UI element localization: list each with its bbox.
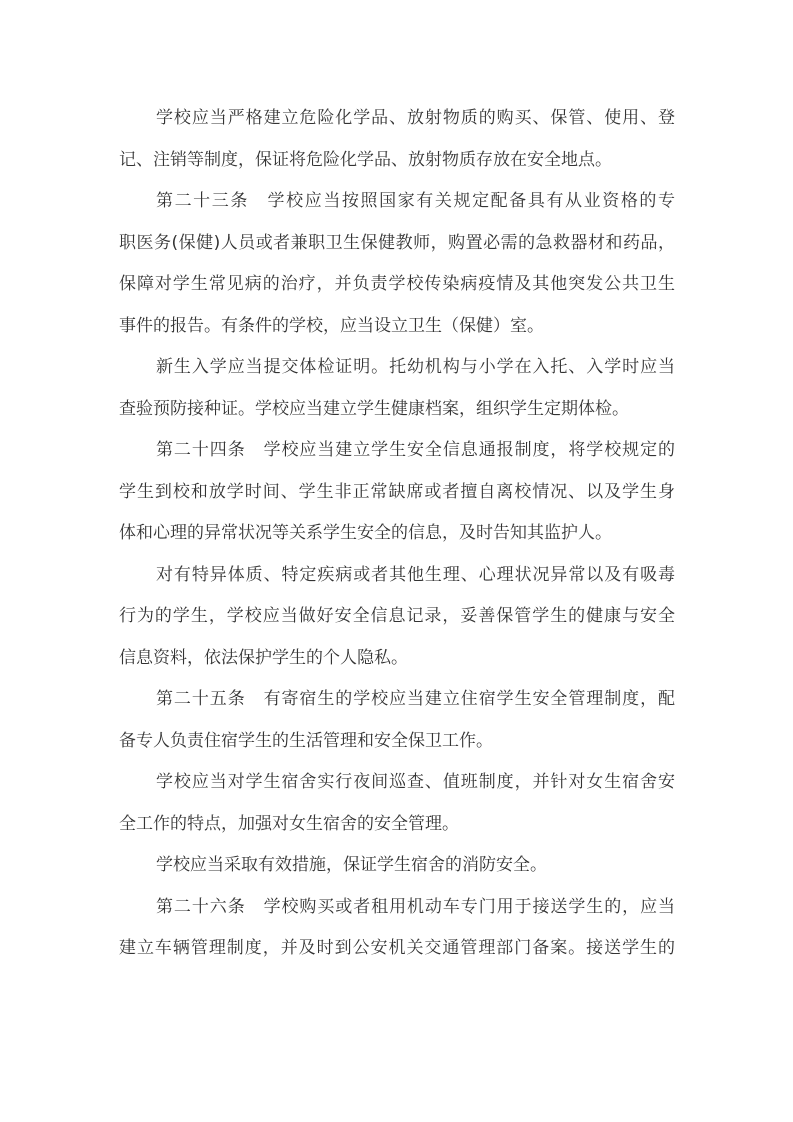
text-line: 对有特异体质、特定疾病或者其他生理、心理状况异常以及有吸毒	[156, 564, 675, 585]
text-line: 学校应当对学生宿舍实行夜间巡查、值班制度，并针对女生宿舍安	[156, 772, 675, 792]
text-line: 事件的报告。有条件的学校，应当设立卫生（保健）室。	[119, 315, 544, 336]
text-line: 学生到校和放学时间、学生非正常缺席或者擅自离校情况、以及学生身	[119, 481, 675, 502]
text-line: 记、注销等制度，保证将危险化学品、放射物质存放在安全地点。	[119, 149, 612, 170]
text-line: 第二十六条 学校购买或者租用机动车专门用于接送学生的，应当	[156, 896, 675, 917]
text-line: 第二十三条 学校应当按照国家有关规定配备具有从业资格的专	[156, 191, 675, 211]
text-line: 全工作的特点，加强对女生宿舍的安全管理。	[119, 813, 459, 834]
text-line: 学校应当严格建立危险化学品、放射物质的购买、保管、使用、登	[156, 108, 675, 128]
text-line: 职医务(保健)人员或者兼职卫生保健教师，购置必需的急救器材和药品，	[119, 232, 675, 253]
text-line: 行为的学生，学校应当做好安全信息记录，妥善保管学生的健康与安全	[119, 606, 675, 626]
text-line: 查验预防接种证。学校应当建立学生健康档案，组织学生定期体检。	[119, 398, 629, 419]
text-line: 保障对学生常见病的治疗，并负责学校传染病疫情及其他突发公共卫生	[119, 274, 675, 294]
text-line: 信息资料，依法保护学生的个人隐私。	[119, 647, 408, 668]
document-body	[119, 101, 675, 973]
text-line: 体和心理的异常状况等关系学生安全的信息，及时告知其监护人。	[119, 523, 612, 543]
text-line: 建立车辆管理制度，并及时到公安机关交通管理部门备案。接送学生的	[119, 938, 675, 958]
text-line: 学校应当采取有效措施，保证学生宿舍的消防安全。	[156, 855, 547, 875]
text-line: 第二十四条 学校应当建立学生安全信息通报制度，将学校规定的	[156, 440, 675, 460]
text-line: 第二十五条 有寄宿生的学校应当建立住宿学生安全管理制度，配	[156, 689, 675, 709]
text-line: 新生入学应当提交体检证明。托幼机构与小学在入托、入学时应当	[156, 357, 675, 377]
text-line: 备专人负责住宿学生的生活管理和安全保卫工作。	[119, 730, 493, 751]
